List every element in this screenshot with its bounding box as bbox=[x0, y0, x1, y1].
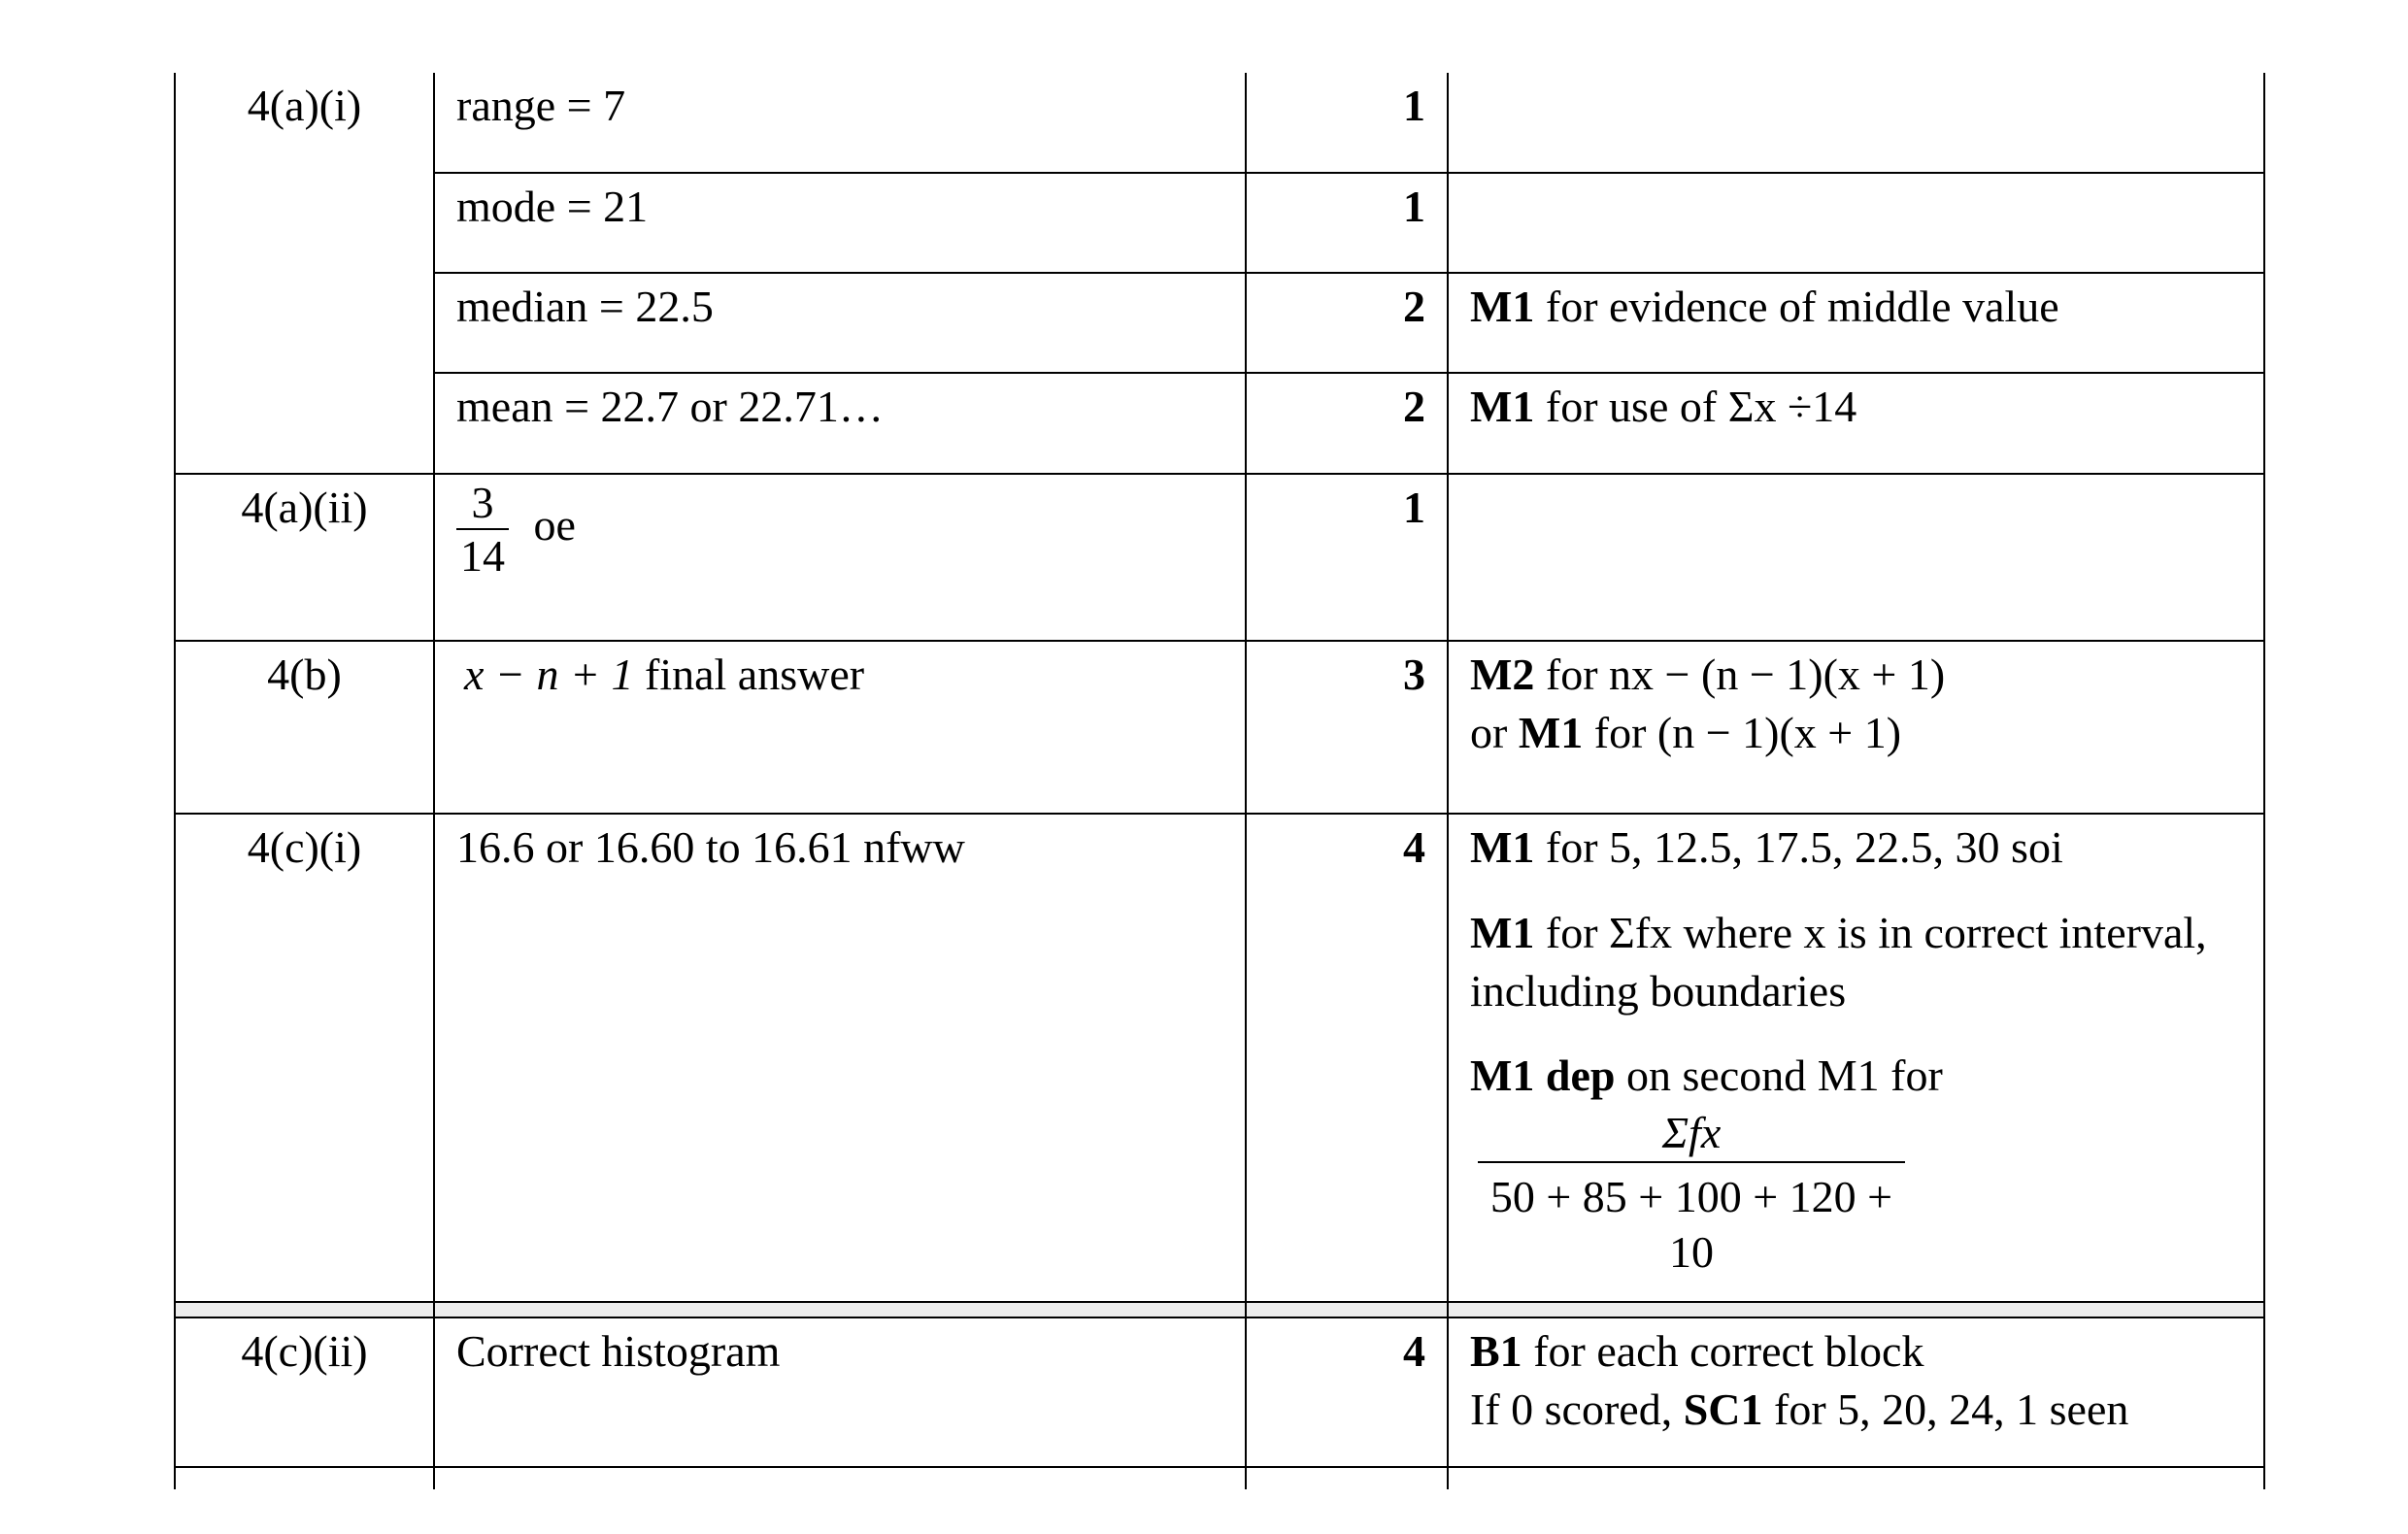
fraction bbox=[456, 479, 509, 581]
answer-cell bbox=[434, 474, 1246, 641]
guidance-cell bbox=[1448, 273, 2264, 373]
question-number: 4(c)(i) bbox=[175, 814, 434, 1302]
answer-cell: Correct histogram bbox=[434, 1317, 1246, 1467]
guidance-text: for Σfx where x is in correct interval, including boundaries bbox=[1470, 907, 2207, 1016]
marks-cell: 2 bbox=[1246, 273, 1448, 373]
guidance-text: for each correct block bbox=[1522, 1326, 1924, 1376]
guidance-text: on second M1 for bbox=[1615, 1050, 1943, 1101]
marks-cell: 3 bbox=[1246, 641, 1448, 814]
guidance-line bbox=[1470, 818, 2244, 877]
answer-suffix: oe bbox=[533, 500, 576, 550]
question-number: 4(a)(ii) bbox=[175, 474, 434, 641]
mark-code: M1 bbox=[1518, 707, 1584, 757]
separator-cell bbox=[434, 1302, 1246, 1317]
guidance-cell bbox=[1448, 373, 2264, 474]
table-row-continuation bbox=[175, 1467, 2264, 1489]
table-row bbox=[175, 173, 2264, 273]
guidance-text: for nx − (n − 1)(x + 1) bbox=[1534, 650, 1946, 699]
fraction-denominator: 50 + 85 + 100 + 120 + 10 bbox=[1478, 1161, 1905, 1281]
mark-code: M1 bbox=[1470, 282, 1535, 331]
guidance-line bbox=[1470, 1047, 2244, 1105]
stub-cell bbox=[175, 1467, 434, 1489]
mark-code: SC1 bbox=[1683, 1384, 1763, 1434]
marks-cell: 4 bbox=[1246, 814, 1448, 1302]
mark-code: M1 bbox=[1470, 822, 1535, 872]
guidance-line bbox=[1470, 646, 2244, 704]
stub-cell bbox=[1246, 1467, 1448, 1489]
table-row bbox=[175, 73, 2264, 173]
guidance-cell bbox=[1448, 474, 2264, 641]
marks-cell: 1 bbox=[1246, 474, 1448, 641]
table-row bbox=[175, 373, 2264, 474]
answer-cell: median = 22.5 bbox=[434, 273, 1246, 373]
fraction-denominator: 14 bbox=[456, 528, 509, 582]
separator-cell bbox=[175, 1302, 434, 1317]
guidance-text: for 5, 12.5, 17.5, 22.5, 30 soi bbox=[1534, 822, 2063, 872]
section-separator bbox=[175, 1302, 2264, 1317]
guidance-text: for use of Σx ÷14 bbox=[1534, 382, 1857, 431]
guidance-text: for (n − 1)(x + 1) bbox=[1583, 707, 1902, 757]
mark-code: B1 bbox=[1470, 1326, 1522, 1376]
guidance-prefix: If 0 scored, bbox=[1470, 1384, 1684, 1434]
guidance-cell bbox=[1448, 814, 2264, 1302]
guidance-prefix: or bbox=[1470, 707, 1519, 757]
answer-cell: range = 7 bbox=[434, 73, 1246, 173]
answer-cell: 16.6 or 16.60 to 16.61 nfww bbox=[434, 814, 1246, 1302]
answer-cell bbox=[434, 641, 1246, 814]
answer-cell: mode = 21 bbox=[434, 173, 1246, 273]
mark-code: M2 bbox=[1470, 650, 1535, 699]
marks-cell: 4 bbox=[1246, 1317, 1448, 1467]
answer-cell: mean = 22.7 or 22.71… bbox=[434, 373, 1246, 474]
question-number: 4(a)(i) bbox=[175, 73, 434, 474]
mark-code: M1 bbox=[1470, 907, 1535, 957]
mark-code: M1 bbox=[1470, 382, 1535, 431]
question-number: 4(c)(ii) bbox=[175, 1317, 434, 1467]
marks-cell: 2 bbox=[1246, 373, 1448, 474]
fraction-numerator: Σfx bbox=[1661, 1108, 1722, 1158]
fraction bbox=[1478, 1105, 1905, 1281]
mark-scheme-table bbox=[174, 73, 2265, 1489]
stub-cell bbox=[1448, 1467, 2264, 1489]
fraction-numerator: 3 bbox=[471, 478, 494, 527]
table-row bbox=[175, 641, 2264, 814]
answer-expression: x − n + 1 bbox=[464, 650, 634, 699]
marks-cell: 1 bbox=[1246, 73, 1448, 173]
table-row bbox=[175, 814, 2264, 1302]
table-row bbox=[175, 474, 2264, 641]
guidance-text: for 5, 20, 24, 1 seen bbox=[1762, 1384, 2129, 1434]
question-number: 4(b) bbox=[175, 641, 434, 814]
guidance-cell bbox=[1448, 641, 2264, 814]
guidance-cell bbox=[1448, 1317, 2264, 1467]
guidance-line bbox=[1470, 1381, 2244, 1439]
guidance-line bbox=[1470, 704, 2244, 762]
guidance-cell bbox=[1448, 73, 2264, 173]
stub-cell bbox=[434, 1467, 1246, 1489]
guidance-line bbox=[1470, 904, 2244, 1020]
guidance-line bbox=[1470, 1322, 2244, 1381]
guidance-cell bbox=[1448, 173, 2264, 273]
mark-code: M1 dep bbox=[1470, 1050, 1616, 1101]
separator-cell bbox=[1246, 1302, 1448, 1317]
marks-cell: 1 bbox=[1246, 173, 1448, 273]
table-row bbox=[175, 1317, 2264, 1467]
guidance-text: for evidence of middle value bbox=[1534, 282, 2059, 331]
table-row bbox=[175, 273, 2264, 373]
separator-cell bbox=[1448, 1302, 2264, 1317]
answer-suffix: final answer bbox=[633, 650, 865, 699]
